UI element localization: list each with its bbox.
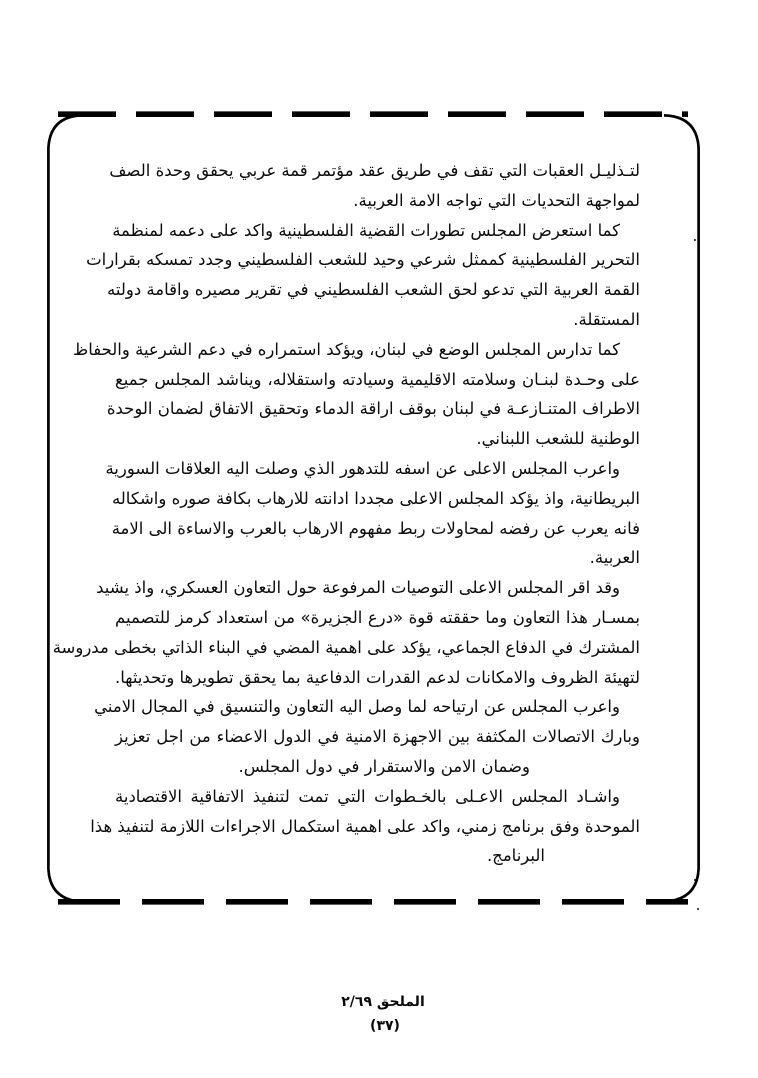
body-line: كما تدارس المجلس الوضع في لبنان، ويؤكد استمراره في دعم الشرعية والحفاظ bbox=[73, 339, 620, 359]
body-line: لمواجهة التحديات التي تواجه الامة العربية. bbox=[353, 190, 640, 210]
frame-left-edge bbox=[48, 115, 82, 901]
body-line: لتـذليـل العقبات التي تقف في طريق عقد مؤتمر قمة عربي يحقق وحدة الصف bbox=[109, 161, 640, 180]
body-line: التحرير الفلسطينية كممثل شرعي وحيد للشعب الفلسطيني وجدد تمسكه بقرارات bbox=[86, 250, 640, 270]
body-line: على وحـدة لبنـان وسلامته الاقليمية وسيادته واستقلاله، ويناشد المجلس جميع bbox=[115, 369, 640, 389]
body-line: وبارك الاتصالات المكثفة بين الاجهزة الامنية في الدول الاعضاء من اجل تعزيز bbox=[115, 727, 640, 747]
page-number: (٣٧) bbox=[370, 1018, 400, 1034]
body-line: البرنامج. bbox=[486, 846, 545, 866]
scan-speck bbox=[694, 239, 696, 241]
body-line: الاطراف المتنـازعـة في لبنان بوقف اراقة الدماء وتحقيق الاتفاق لضمان الوحدة bbox=[106, 399, 640, 419]
body-line: وقد اقر المجلس الاعلى التوصيات المرفوعة حول التعاون العسكري، واذ يشيد bbox=[96, 578, 620, 598]
body-line: المستقلة. bbox=[573, 309, 640, 329]
document-body bbox=[52, 156, 640, 871]
body-line: فانه يعرب عن رفضه لمحاولات ربط مفهوم الارهاب بالعرب والاساءة الى الامة bbox=[111, 518, 640, 538]
frame-right-edge bbox=[664, 115, 699, 901]
body-line: واشـاد المجلس الاعـلى بالخـطوات التي تمت لتنفيذ الاتفاقية الاقتصادية bbox=[115, 786, 620, 806]
scan-speck bbox=[697, 908, 699, 910]
body-line: لتهيئة الظروف والامكانات لدعم القدرات الدفاعية بما يحقق تطويرها وتحديثها. bbox=[114, 667, 640, 687]
body-line: القمة العربية التي تدعو لحق الشعب الفلسطيني في تقرير مصيره واقامة دولته bbox=[107, 280, 640, 300]
page-footer bbox=[0, 989, 758, 1036]
annex-label: الملحق ٢/٦٩ bbox=[341, 994, 425, 1010]
body-line: العربية. bbox=[589, 548, 640, 568]
body-line: واعرب المجلس عن ارتياحه لما وصل اليه التعاون والتنسيق في المجال الامني bbox=[94, 697, 620, 717]
body-line: كما استعرض المجلس تطورات القضية الفلسطينية واكد على دعمه لمنظمة bbox=[112, 220, 620, 240]
body-line: الموحدة وفق برنامج زمني، واكد على اهمية استكمال الاجراءات اللازمة لتنفيذ هذا bbox=[90, 816, 640, 836]
body-line: المشترك في الدفاع الجماعي، يؤكد على اهمية المضي في البناء الذاتي بخطى مدروسة bbox=[52, 637, 640, 657]
body-line: الوطنية للشعب اللبناني. bbox=[476, 429, 640, 449]
body-line: بمسـار هذا التعاون وما حققته قوة «درع الجزيرة» من استعداد كرمز للتصميم bbox=[115, 607, 640, 627]
body-line: وضمان الامن والاستقرار في دول المجلس. bbox=[238, 756, 530, 776]
scan-speck bbox=[694, 879, 696, 881]
body-line: البريطانية، واذ يؤكد المجلس الاعلى مجددا ادانته للارهاب بكافة صوره واشكاله bbox=[111, 488, 640, 508]
body-line: واعرب المجلس الاعلى عن اسفه للتدهور الذي وصلت اليه العلاقات السورية bbox=[105, 458, 620, 478]
